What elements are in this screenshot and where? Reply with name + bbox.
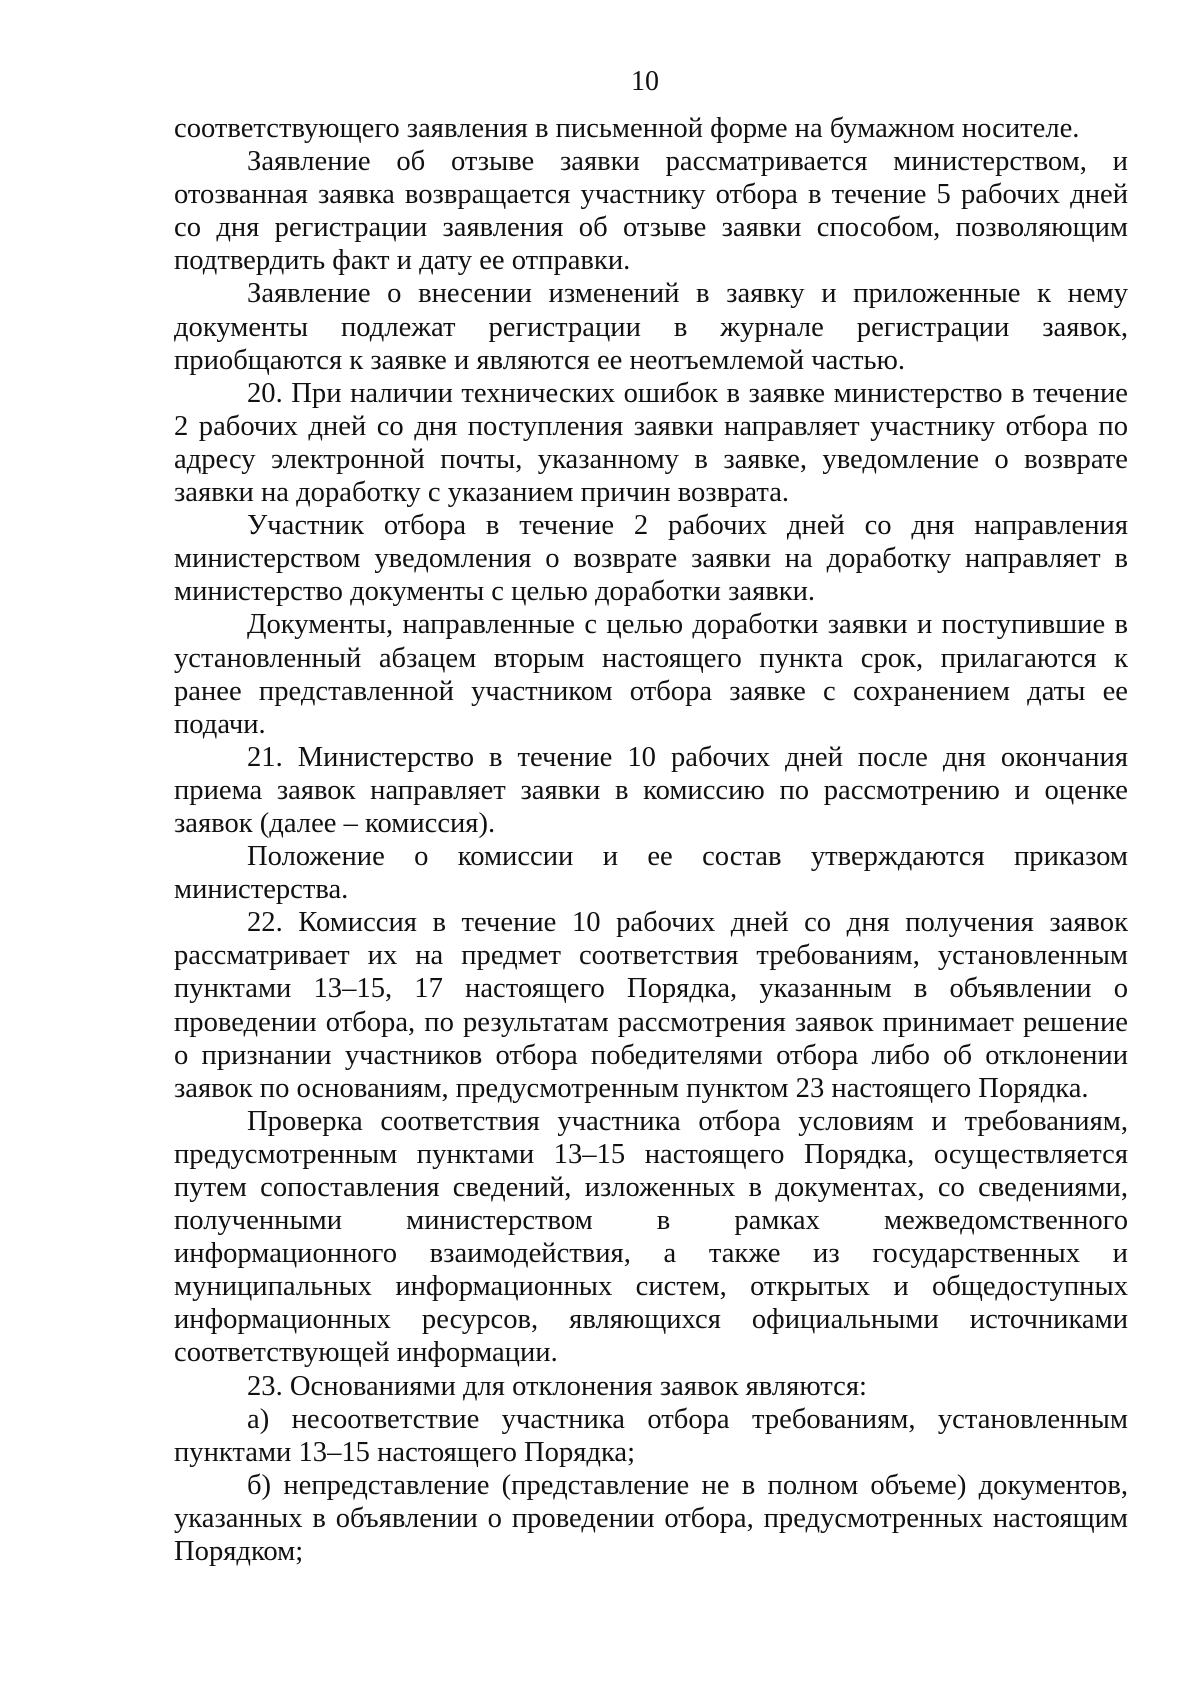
document-body (174, 112, 1128, 1568)
paragraph: соответствующего заявления в письменной форме на бумажном носителе. (174, 113, 1080, 144)
paragraph: Участник отбора в течение 2 рабочих дней со дня направления министерством уведомления о возврате заявки на доработку направляет в министерство документы с целью доработки заявки. (174, 510, 1128, 608)
paragraph: 20. При наличии технических ошибок в заявке министерство в течение 2 рабочих дней со дня поступления заявки направляет участнику отбора по адресу электронной почты, указанному в заявке, уведомление о возврате заявки на доработку с указанием причин возврата. (174, 377, 1128, 509)
paragraph: Положение о комиссии и ее состав утверждаются приказом министерства. (174, 841, 1128, 906)
paragraph: а) несоответствие участника отбора требованиям, установленным пунктами 13–15 настоящего Порядка; (174, 1403, 1128, 1468)
paragraph: 21. Министерство в течение 10 рабочих дней после дня окончания приема заявок направляет заявки в комиссию по рассмотрению и оценке заявок (далее – комиссия). (174, 741, 1128, 839)
paragraph: Заявление об отзыве заявки рассматривается министерством, и отозванная заявка возвращается участнику отбора в течение 5 рабочих дней со дня регистрации заявления об отзыве заявки способом, позволяющим подтвердить факт и дату ее отправки. (174, 146, 1128, 277)
paragraph: Проверка соответствия участника отбора условиям и требованиям, предусмотренным пунктами 13–15 настоящего Порядка, осуществляется путем сопоставления сведений, изложенных в документах, со сведениями, полученными министерством в рамках межведомственного информационного взаимодействия, а также из государственных и муниципальных информационных систем, открытых и общедоступных информационных ресурсов, являющихся официальными источниками соответствующей информации. (174, 1105, 1128, 1369)
paragraph: Документы, направленные с целью доработки заявки и поступившие в установленный абзацем вторым настоящего пункта срок, прилагаются к ранее представленной участником отбора заявке с сохранением даты ее подачи. (174, 609, 1128, 740)
paragraph: 23. Основаниями для отклонения заявок являются: (247, 1370, 867, 1402)
paragraph: 22. Комиссия в течение 10 рабочих дней со дня получения заявок рассматривает их на предмет соответствия требованиям, установленным пунктами 13–15, 17 настоящего Порядка, указанным в объявлении о проведении отбора, по результатам рассмотрения заявок принимает решение о признании участников отбора победителями отбора либо об отклонении заявок по основаниям, предусмотренным пунктом 23 настоящего Порядка. (174, 907, 1128, 1104)
paragraph: б) непредставление (представление не в полном объеме) документов, указанных в объявлении о проведении отбора, предусмотренных настоящим Порядком; (174, 1469, 1128, 1568)
paragraph: Заявление о внесении изменений в заявку и приложенные к нему документы подлежат регистрации в журнале регистрации заявок, приобщаются к заявке и являются ее неотъемлемой частью. (174, 278, 1128, 376)
page-number: 10 (631, 66, 659, 97)
